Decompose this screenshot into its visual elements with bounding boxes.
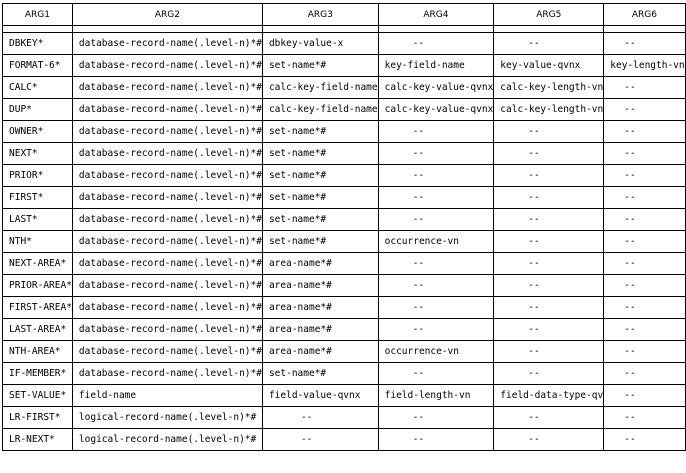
spacer-cell (494, 26, 604, 33)
table-cell-arg6: -- (604, 275, 685, 297)
table-cell-arg1: LR-NEXT* (3, 429, 73, 451)
table-cell-arg6: -- (604, 297, 685, 319)
table-cell-arg2: database-record-name(.level-n)*# (72, 231, 262, 253)
table-cell-arg3: set-name*# (262, 187, 378, 209)
table-cell-arg4: -- (378, 297, 494, 319)
table-cell-arg4: -- (378, 33, 494, 55)
table-cell-arg5: field-data-type-qv (494, 385, 604, 407)
table-cell-arg6: -- (604, 341, 685, 363)
table-cell-arg4: -- (378, 143, 494, 165)
spacer-row (3, 26, 686, 33)
table-cell-arg6: -- (604, 209, 685, 231)
table-cell-arg5: calc-key-length-vn (494, 99, 604, 121)
table-cell-arg1: SET-VALUE* (3, 385, 73, 407)
table-row (3, 209, 686, 231)
table-row (3, 99, 686, 121)
table-cell-arg3: set-name*# (262, 209, 378, 231)
table-cell-arg4: -- (378, 187, 494, 209)
table-cell-arg5: -- (494, 363, 604, 385)
table-cell-arg3: set-name*# (262, 363, 378, 385)
table-cell-arg2: field-name (72, 385, 262, 407)
table-cell-arg5: -- (494, 121, 604, 143)
table-cell-arg2: database-record-name(.level-n)*# (72, 253, 262, 275)
table-cell-arg5: -- (494, 231, 604, 253)
header-arg3: ARG3 (262, 4, 378, 26)
table-cell-arg1: PRIOR* (3, 165, 73, 187)
table-row (3, 231, 686, 253)
table-cell-arg5: -- (494, 165, 604, 187)
argument-table (2, 3, 686, 451)
table-row (3, 121, 686, 143)
table-row (3, 429, 686, 451)
spacer-cell (3, 26, 73, 33)
table-cell-arg3: area-name*# (262, 341, 378, 363)
table-cell-arg4: -- (378, 363, 494, 385)
table-cell-arg1: LAST-AREA* (3, 319, 73, 341)
table-cell-arg4: occurrence-vn (378, 341, 494, 363)
table-cell-arg4: -- (378, 165, 494, 187)
table-cell-arg2: logical-record-name(.level-n)*# (72, 407, 262, 429)
table-cell-arg5: -- (494, 319, 604, 341)
table-cell-arg6: -- (604, 363, 685, 385)
spacer-cell (378, 26, 494, 33)
spacer-cell (262, 26, 378, 33)
table-cell-arg3: area-name*# (262, 319, 378, 341)
table-cell-arg2: database-record-name(.level-n)*# (72, 297, 262, 319)
table-row (3, 33, 686, 55)
table-row (3, 77, 686, 99)
spacer-cell (72, 26, 262, 33)
table-cell-arg6: -- (604, 253, 685, 275)
table-cell-arg3: dbkey-value-x (262, 33, 378, 55)
spacer-cell (604, 26, 685, 33)
table-cell-arg5: -- (494, 143, 604, 165)
table-cell-arg2: database-record-name(.level-n)*# (72, 319, 262, 341)
table-cell-arg1: NEXT-AREA* (3, 253, 73, 275)
table-row (3, 297, 686, 319)
table-cell-arg3: calc-key-field-name (262, 99, 378, 121)
table-cell-arg1: DUP* (3, 99, 73, 121)
table-cell-arg6: -- (604, 143, 685, 165)
table-cell-arg5: -- (494, 187, 604, 209)
table-row (3, 363, 686, 385)
table-row (3, 165, 686, 187)
table-row (3, 385, 686, 407)
table-cell-arg2: database-record-name(.level-n)*# (72, 341, 262, 363)
table-row (3, 253, 686, 275)
table-cell-arg2: database-record-name(.level-n)*# (72, 275, 262, 297)
table-cell-arg3: set-name*# (262, 165, 378, 187)
table-row (3, 143, 686, 165)
table-cell-arg6: -- (604, 33, 685, 55)
table-cell-arg5: calc-key-length-vn (494, 77, 604, 99)
table-cell-arg2: database-record-name(.level-n)*# (72, 33, 262, 55)
table-cell-arg4: -- (378, 407, 494, 429)
table-cell-arg2: logical-record-name(.level-n)*# (72, 429, 262, 451)
table-cell-arg2: database-record-name(.level-n)*# (72, 363, 262, 385)
table-body (3, 26, 686, 451)
table-cell-arg6: -- (604, 429, 685, 451)
table-cell-arg4: -- (378, 429, 494, 451)
table-cell-arg3: -- (262, 407, 378, 429)
table-cell-arg1: LR-FIRST* (3, 407, 73, 429)
table-cell-arg3: area-name*# (262, 253, 378, 275)
table-cell-arg3: set-name*# (262, 143, 378, 165)
table-cell-arg2: database-record-name(.level-n)*# (72, 209, 262, 231)
table-cell-arg2: database-record-name(.level-n)*# (72, 121, 262, 143)
table-cell-arg5: -- (494, 297, 604, 319)
table-cell-arg6: -- (604, 187, 685, 209)
table-cell-arg5: -- (494, 407, 604, 429)
table-cell-arg3: field-value-qvnx (262, 385, 378, 407)
table-row (3, 187, 686, 209)
table-cell-arg2: database-record-name(.level-n)*# (72, 99, 262, 121)
table-cell-arg1: FIRST-AREA* (3, 297, 73, 319)
table-cell-arg1: FIRST* (3, 187, 73, 209)
header-row (3, 4, 686, 26)
table-cell-arg1: NEXT* (3, 143, 73, 165)
table-cell-arg5: -- (494, 275, 604, 297)
header-arg1: ARG1 (3, 4, 73, 26)
table-cell-arg1: NTH-AREA* (3, 341, 73, 363)
table-cell-arg6: -- (604, 231, 685, 253)
table-row (3, 55, 686, 77)
table-cell-arg6: -- (604, 99, 685, 121)
header-arg6: ARG6 (604, 4, 685, 26)
table-cell-arg5: -- (494, 341, 604, 363)
table-cell-arg5: -- (494, 209, 604, 231)
table-cell-arg1: LAST* (3, 209, 73, 231)
table-cell-arg4: -- (378, 209, 494, 231)
table-cell-arg3: area-name*# (262, 275, 378, 297)
table-cell-arg3: area-name*# (262, 297, 378, 319)
table-cell-arg1: IF-MEMBER* (3, 363, 73, 385)
table-cell-arg4: calc-key-value-qvnx (378, 99, 494, 121)
table-row (3, 341, 686, 363)
table-cell-arg4: -- (378, 275, 494, 297)
table-cell-arg2: database-record-name(.level-n)*# (72, 165, 262, 187)
table-row (3, 407, 686, 429)
table-cell-arg3: calc-key-field-name (262, 77, 378, 99)
table-cell-arg3: -- (262, 429, 378, 451)
table-cell-arg1: PRIOR-AREA* (3, 275, 73, 297)
table-cell-arg3: set-name*# (262, 231, 378, 253)
table-cell-arg6: -- (604, 385, 685, 407)
table-cell-arg1: FORMAT-6* (3, 55, 73, 77)
table-cell-arg6: -- (604, 77, 685, 99)
table-cell-arg4: -- (378, 121, 494, 143)
table-cell-arg4: occurrence-vn (378, 231, 494, 253)
header-arg4: ARG4 (378, 4, 494, 26)
table-cell-arg1: OWNER* (3, 121, 73, 143)
table-cell-arg6: -- (604, 407, 685, 429)
table-cell-arg2: database-record-name(.level-n)*# (72, 77, 262, 99)
table-cell-arg4: calc-key-value-qvnx (378, 77, 494, 99)
table-cell-arg6: -- (604, 165, 685, 187)
table-cell-arg2: database-record-name(.level-n)*# (72, 187, 262, 209)
table-cell-arg4: field-length-vn (378, 385, 494, 407)
table-cell-arg1: NTH* (3, 231, 73, 253)
table-cell-arg3: set-name*# (262, 55, 378, 77)
table-cell-arg4: key-field-name (378, 55, 494, 77)
table-cell-arg2: database-record-name(.level-n)*# (72, 143, 262, 165)
table-cell-arg5: -- (494, 253, 604, 275)
argument-table-container (2, 3, 686, 451)
table-cell-arg5: -- (494, 33, 604, 55)
table-cell-arg4: -- (378, 319, 494, 341)
table-cell-arg1: CALC* (3, 77, 73, 99)
table-cell-arg4: -- (378, 253, 494, 275)
header-arg5: ARG5 (494, 4, 604, 26)
table-cell-arg5: key-value-qvnx (494, 55, 604, 77)
header-arg2: ARG2 (72, 4, 262, 26)
table-cell-arg1: DBKEY* (3, 33, 73, 55)
table-cell-arg6: key-length-vn (604, 55, 685, 77)
table-cell-arg5: -- (494, 429, 604, 451)
table-cell-arg6: -- (604, 319, 685, 341)
table-cell-arg2: database-record-name(.level-n)*# (72, 55, 262, 77)
table-row (3, 275, 686, 297)
table-row (3, 319, 686, 341)
table-cell-arg6: -- (604, 121, 685, 143)
table-cell-arg3: set-name*# (262, 121, 378, 143)
